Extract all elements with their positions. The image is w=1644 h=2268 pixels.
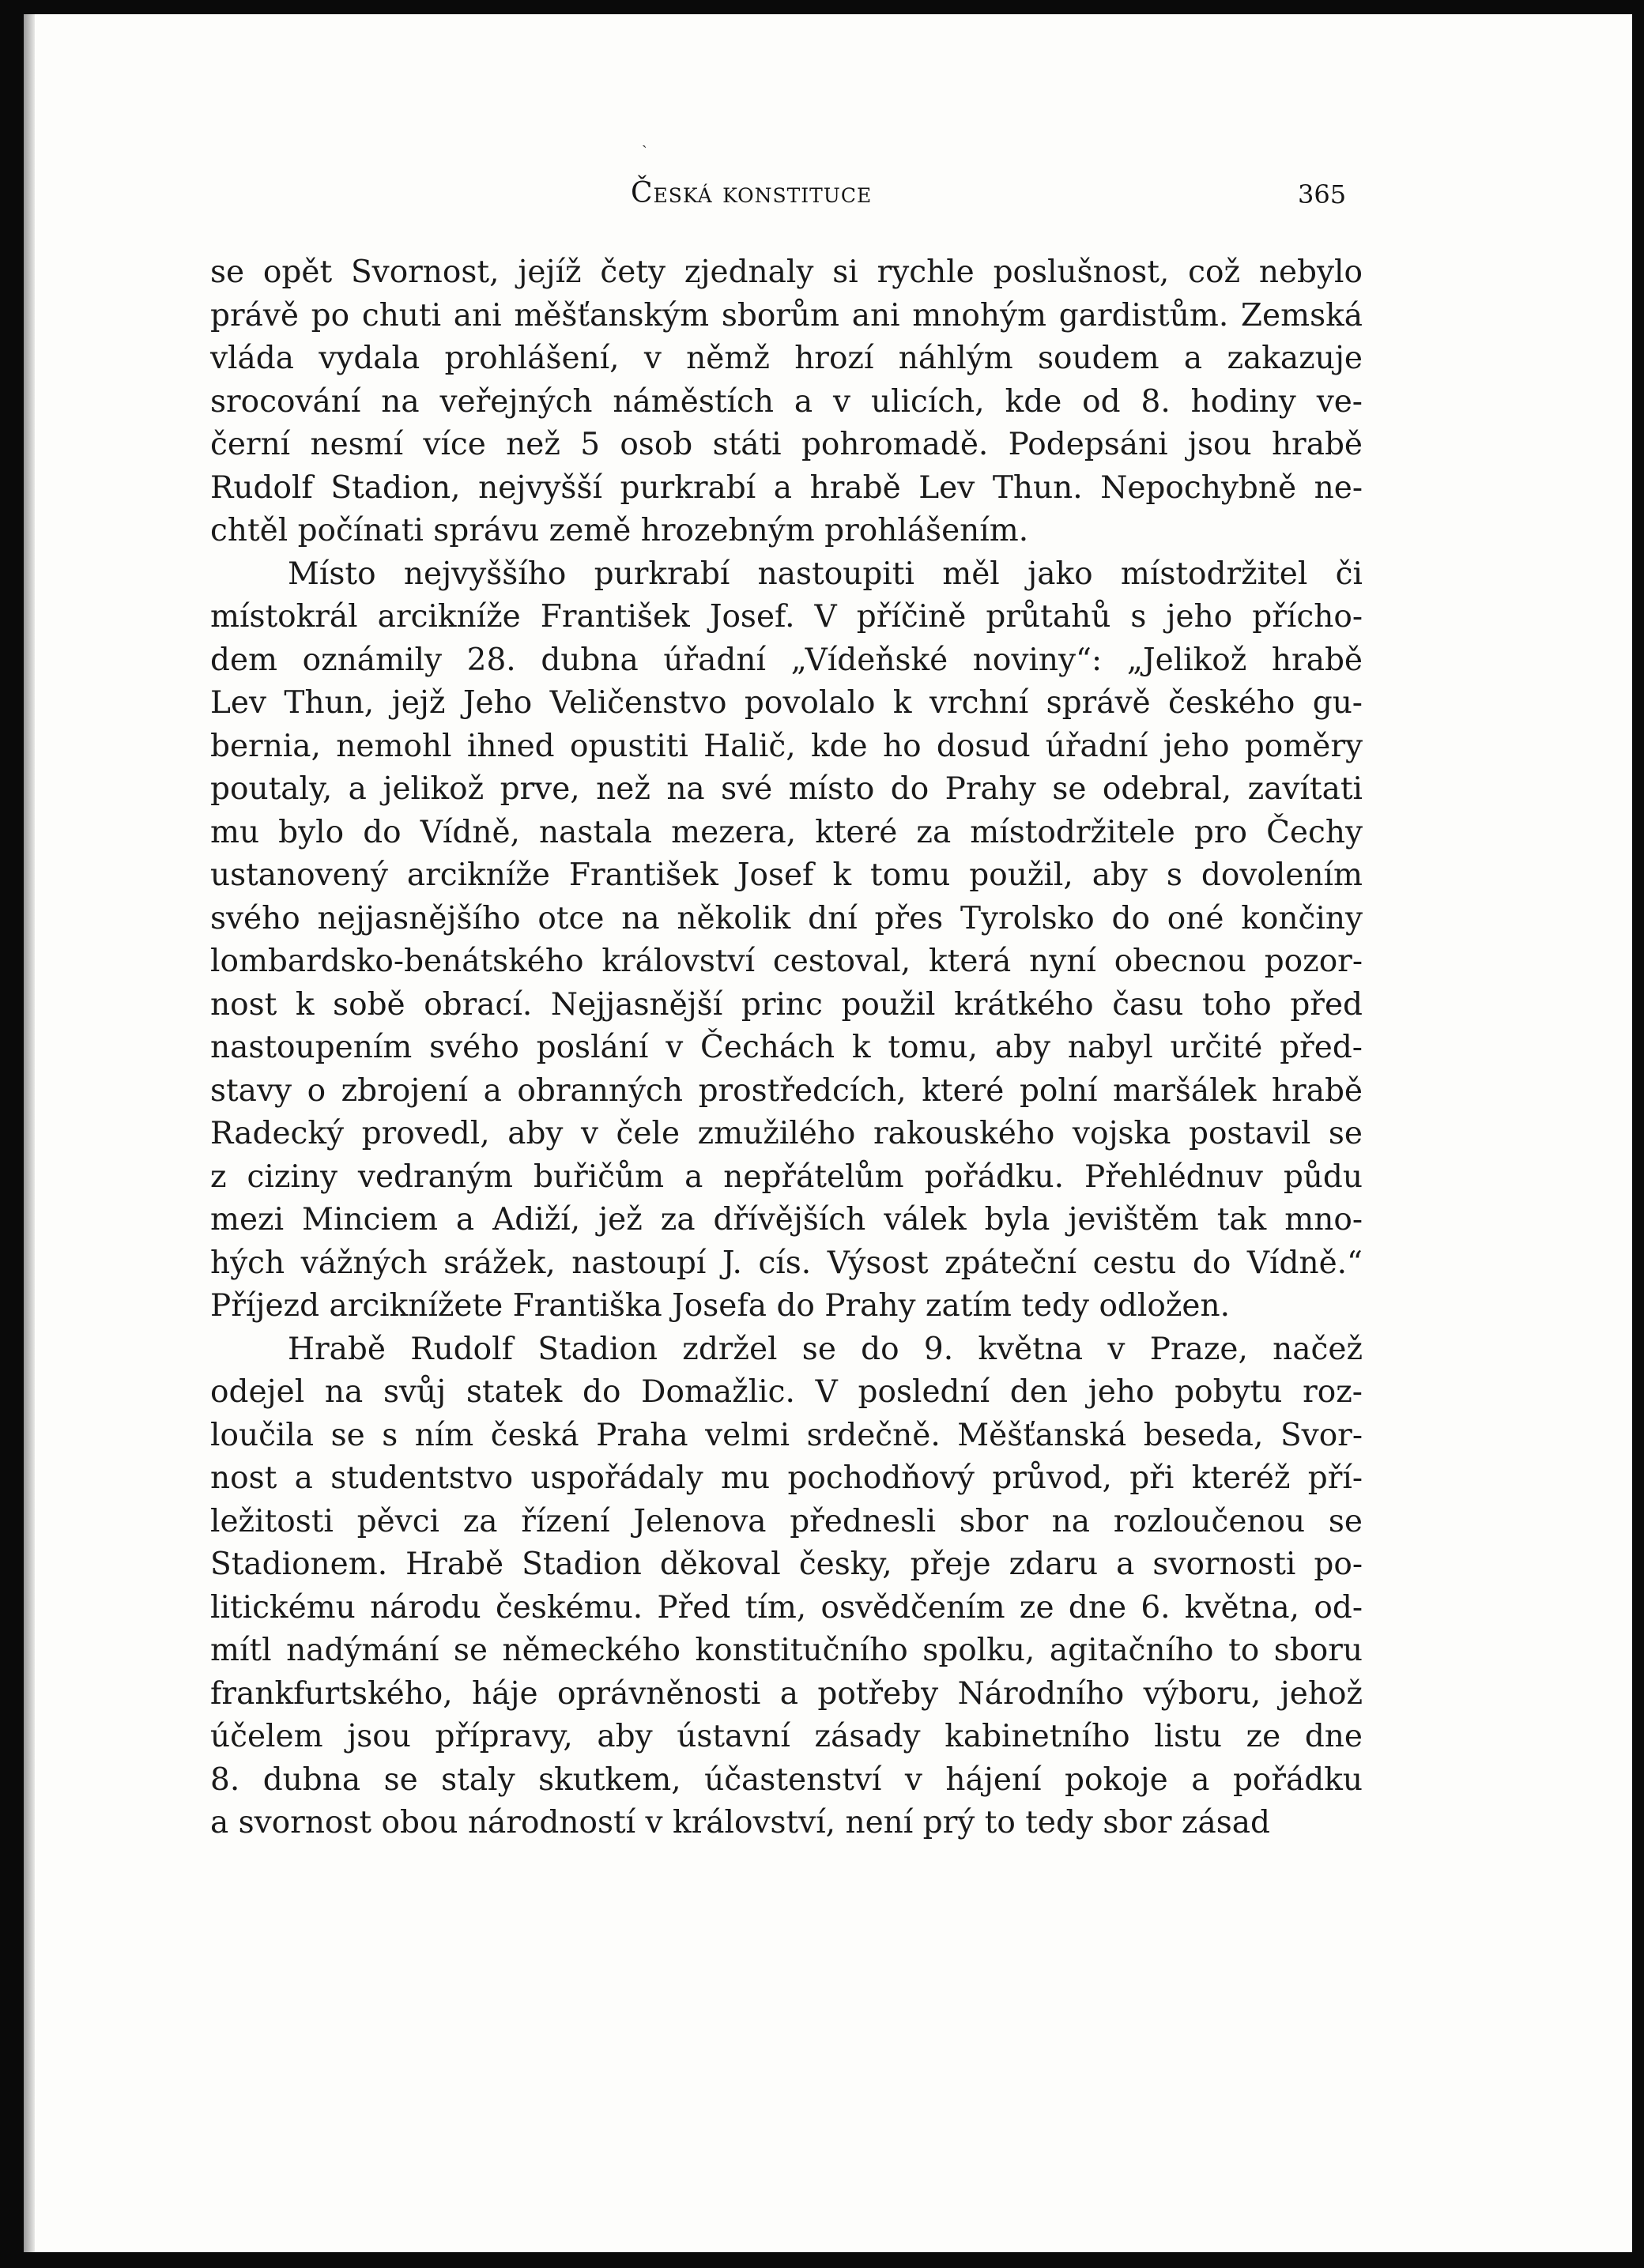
book-page <box>24 14 1632 2252</box>
text-line: nastoupením svého poslání v Čechách k tomu, aby nabyl určité před- <box>210 1030 1363 1065</box>
text-line: vláda vydala prohlášení, v němž hrozí náhlým soudem a zakazuje <box>210 341 1363 376</box>
text-line: svého nejjasnějšího otce na několik dní přes Tyrolsko do oné končiny <box>210 900 1363 936</box>
text-line: stavy o zbrojení a obranných prostředcích, které polní maršálek hrabě <box>210 1072 1363 1109</box>
text-line: odejel na svůj statek do Domažlic. V poslední den jeho pobytu roz- <box>210 1374 1363 1410</box>
text-line: poutaly, a jelikož prve, než na své místo do Prahy se odebral, zavítati <box>210 771 1363 807</box>
page-header <box>24 177 1632 217</box>
text-line: mezi Minciem a Adiží, jež za dřívějších válek byla jevištěm tak mno- <box>210 1202 1363 1238</box>
paragraph <box>210 553 1363 1328</box>
text-line: Hrabě Rudolf Stadion zdržel se do 9. května v Praze, načež <box>288 1331 1363 1367</box>
page-number: 365 <box>1298 179 1347 209</box>
text-line: Radecký provedl, aby v čele zmužilého rakouského vojska postavil se <box>210 1116 1363 1151</box>
paragraph <box>210 1328 1363 1845</box>
text-line: ustanovený arcikníže František Josef k tomu použil, aby s dovolením <box>210 857 1363 893</box>
page-binding-edge <box>24 14 35 2252</box>
text-line: nost k sobě obrací. Nejjasnější princ použil krátkého času toho před <box>210 986 1363 1023</box>
text-line: chtěl počínati správu země hrozebným prohlášením. <box>210 513 1029 548</box>
text-line: a svornost obou národností v království, není prý to tedy sbor zásad <box>210 1805 1270 1840</box>
text-line: Příjezd arciknížete Františka Josefa do Prahy zatím tedy odložen. <box>210 1288 1230 1324</box>
text-line: účelem jsou přípravy, aby ústavní zásady kabinetního listu ze dne <box>210 1719 1363 1754</box>
text-line: mítl nadýmání se německého konstitučního spolku, agitačního to sboru <box>210 1633 1363 1668</box>
running-head: Česká konstituce <box>631 177 873 209</box>
text-line: právě po chuti ani měšťanským sborům ani mnohým gardistům. Zemská <box>210 297 1363 333</box>
body-text <box>210 251 1363 1845</box>
text-line: Rudolf Stadion, nejvyšší purkrabí a hrabě Lev Thun. Nepochybně ne- <box>210 469 1363 506</box>
text-line: lombardsko-benátského království cestoval, která nyní obecnou pozor- <box>210 944 1363 979</box>
text-line: se opět Svornost, jejíž čety zjednaly si rychle poslušnost, což nebylo <box>210 254 1363 290</box>
scan-speck: ˴ <box>642 134 647 153</box>
text-line: 8. dubna se staly skutkem, účastenství v hájení pokoje a pořádku <box>210 1761 1363 1798</box>
text-line: frankfurtského, háje oprávněnosti a potřeby Národního výboru, jehož <box>210 1675 1363 1712</box>
text-line: hých vážných srážek, nastoupí J. cís. Výsost zpáteční cestu do Vídně.“ <box>210 1245 1363 1281</box>
text-line: litickému národu českému. Před tím, osvědčením ze dne 6. května, od- <box>210 1589 1363 1626</box>
text-line: černí nesmí více než 5 osob státi pohromadě. Podepsáni jsou hrabě <box>210 427 1363 462</box>
text-line: srocování na veřejných náměstích a v ulicích, kde od 8. hodiny ve- <box>210 383 1363 420</box>
text-line: mu bylo do Vídně, nastala mezera, které za místodržitele pro Čechy <box>210 814 1363 850</box>
text-line: dem oznámily 28. dubna úřadní „Vídeňské noviny“: „Jelikož hrabě <box>210 642 1363 678</box>
text-line: ležitosti pěvci za řízení Jelenova přednesli sbor na rozloučenou se <box>210 1503 1363 1539</box>
text-line: Lev Thun, jejž Jeho Veličenstvo povolalo k vrchní správě českého gu- <box>210 685 1363 721</box>
text-line: Stadionem. Hrabě Stadion děkoval česky, přeje zdaru a svornosti po- <box>210 1547 1363 1582</box>
text-line: loučila se s ním česká Praha velmi srdečně. Měšťanská beseda, Svor- <box>210 1417 1363 1453</box>
text-line: Místo nejvyššího purkrabí nastoupiti měl jako místodržitel či <box>288 556 1363 592</box>
text-line: z ciziny vedraným buřičům a nepřátelům pořádku. Přehlédnuv půdu <box>210 1158 1363 1195</box>
text-line: bernia, nemohl ihned opustiti Halič, kde ho dosud úřadní jeho poměry <box>210 728 1363 764</box>
paragraph <box>210 251 1363 553</box>
text-line: místokrál arcikníže František Josef. V příčině průtahů s jeho přícho- <box>210 599 1363 635</box>
text-line: nost a studentstvo uspořádaly mu pochodňový průvod, při kteréž pří- <box>210 1460 1363 1496</box>
